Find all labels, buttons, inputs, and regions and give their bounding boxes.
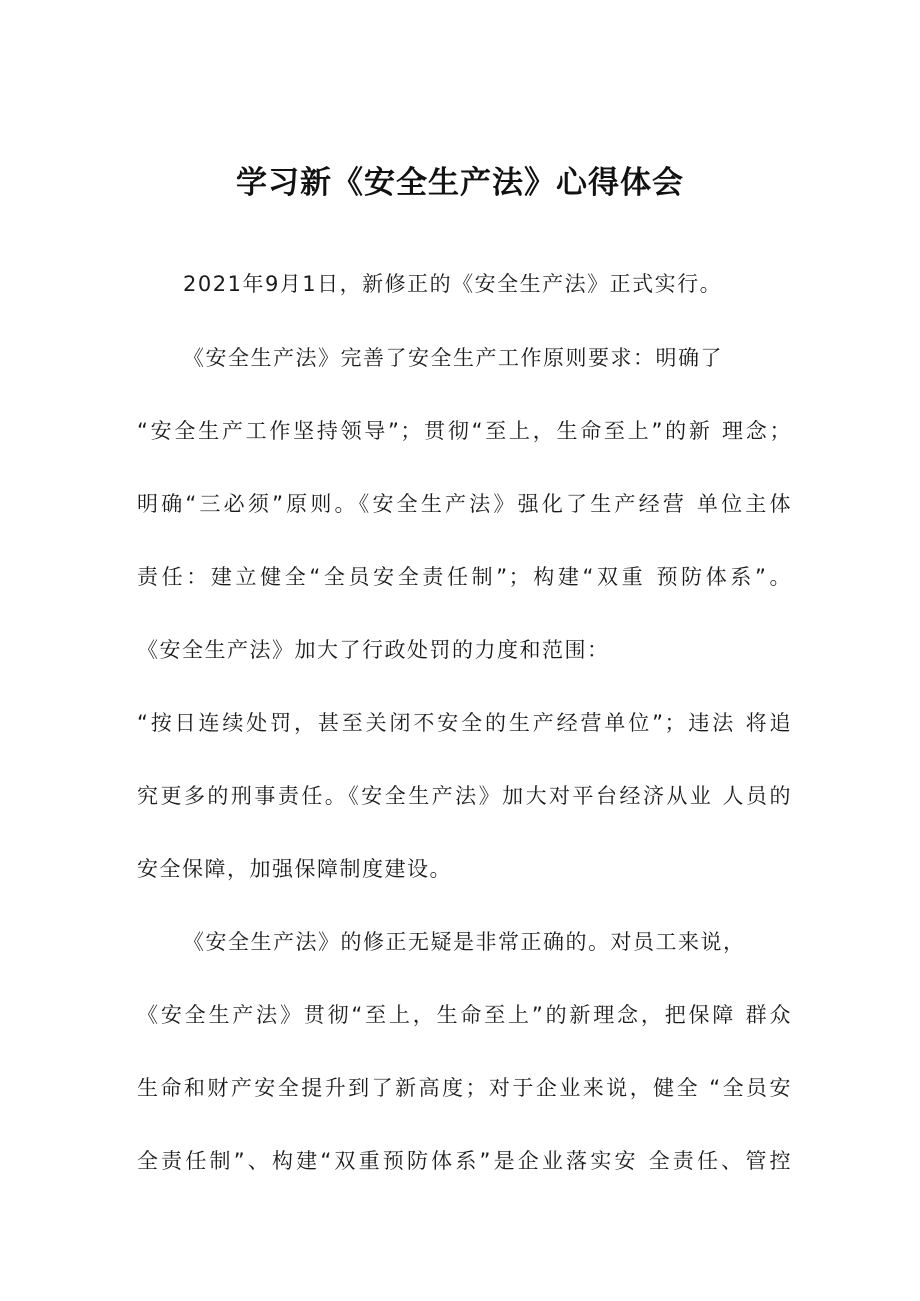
paragraph-line: 《安全生产法》完善了安全生产工作原则要求：明确了 bbox=[183, 346, 723, 370]
paragraph-line: 《安全生产法》的修正无疑是非常正确的。对员工来说， bbox=[183, 930, 746, 954]
paragraph-line: “安全生产工作坚持领导”；贯彻“至上，生命至上”的新 理念； bbox=[137, 419, 792, 443]
paragraph-line: 《安全生产法》贯彻“至上，生命至上”的新理念，把保障 群众 bbox=[137, 1003, 792, 1027]
paragraph-line: 2021年9月1日，新修正的《安全生产法》正式实行。 bbox=[183, 272, 723, 296]
paragraph-line: 安全保障，加强保障制度建设。 bbox=[137, 857, 452, 881]
paragraph-line: 生命和财产安全提升到了新高度；对于企业来说，健全 “全员安 bbox=[137, 1076, 792, 1100]
paragraph-line: 责任：建立健全“全员安全责任制”；构建“双重 预防体系”。 bbox=[137, 565, 792, 589]
paragraph-line: 明确“三必须”原则。《安全生产法》强化了生产经营 单位主体 bbox=[137, 492, 792, 516]
paragraph-line: 究更多的刑事责任。《安全生产法》加大对平台经济从业 人员的 bbox=[137, 784, 792, 808]
document-title: 学习新《安全生产法》心得体会 bbox=[236, 165, 684, 201]
paragraph-line: “按日连续处罚，甚至关闭不安全的生产经营单位”；违法 将追 bbox=[137, 711, 792, 735]
paragraph-line: 全责任制”、构建“双重预防体系”是企业落实安 全责任、管控 bbox=[137, 1149, 792, 1173]
paragraph-line: 《安全生产法》加大了行政处罚的力度和范围： bbox=[137, 638, 610, 662]
